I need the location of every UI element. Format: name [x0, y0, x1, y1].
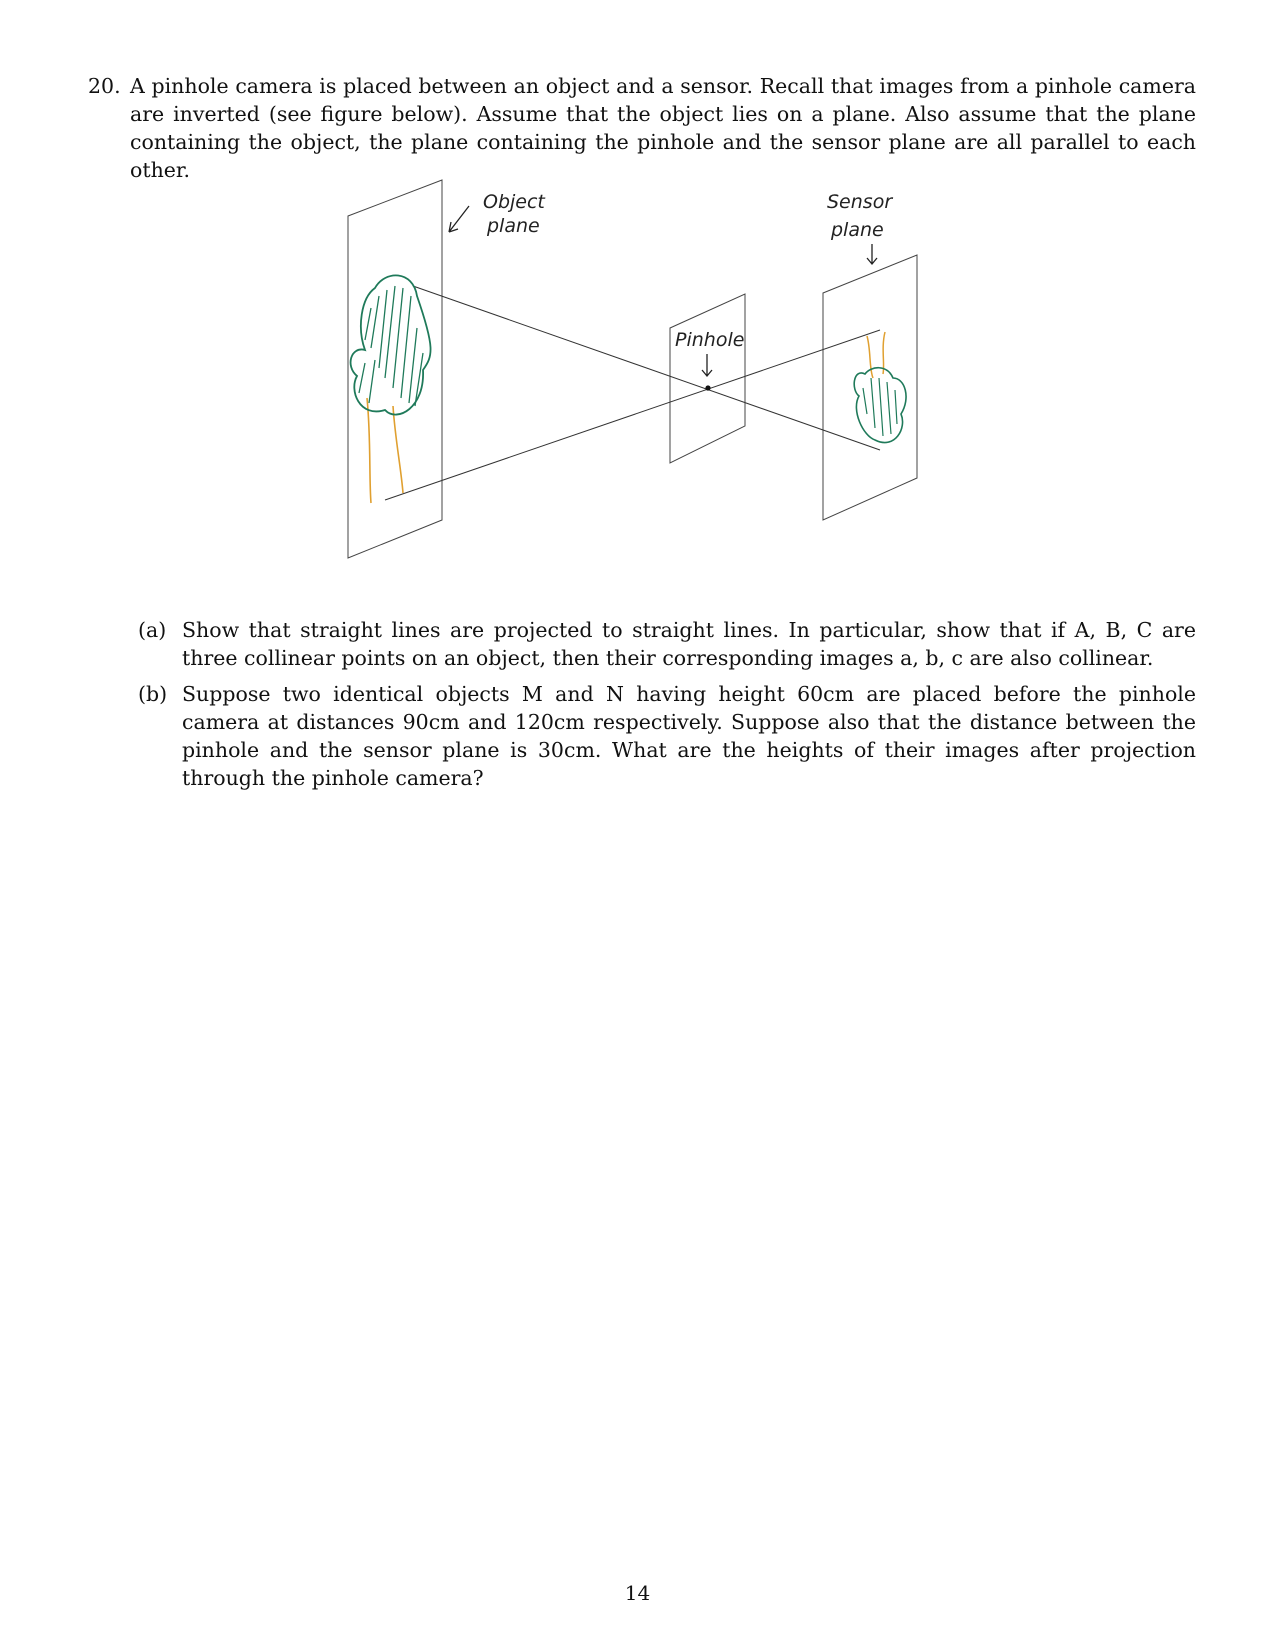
question-20 [88, 72, 1196, 184]
page-number: 14 [624, 1581, 651, 1605]
sensor-label-line2: plane [831, 219, 884, 241]
question-text: A pinhole camera is placed between an object and a sensor. Recall that images from a pinhole camera are inverted (see figure below). Assume that the object lies on a plane. Also assume that the plane containing the object, the plane containing the pinhole and the sensor plane are all parallel to each other. [130, 74, 1196, 182]
image-tree-trunk [867, 332, 885, 378]
object-label-line1: Object [483, 191, 545, 213]
part-a-label: (a) [138, 618, 167, 642]
ray-bottom [385, 330, 880, 500]
pinhole-point [705, 385, 710, 390]
question-parts [138, 616, 1196, 800]
image-tree-hatching [863, 378, 897, 436]
pinhole-camera-figure [345, 178, 945, 568]
part-a-text: Show that straight lines are projected to straight lines. In particular, show that if A, B, C are three collinear points on an object, then their corresponding images a, b, c are also collinear. [182, 618, 1196, 670]
question-number: 20. [88, 74, 121, 98]
object-tree-hatching [359, 286, 423, 406]
pinhole-label: Pinhole [675, 329, 745, 351]
object-tree-foliage [351, 275, 431, 414]
object-label-line2: plane [487, 215, 540, 237]
pinhole-arrow-icon [702, 354, 712, 376]
sensor-arrow-icon [867, 244, 877, 264]
sensor-label-line1: Sensor [827, 191, 893, 213]
object-arrow-icon [449, 206, 469, 232]
sensor-plane [823, 255, 917, 520]
image-tree-foliage [854, 368, 906, 443]
part-b [138, 680, 1196, 792]
ray-top [413, 286, 880, 450]
pinhole-plane [670, 294, 745, 463]
part-b-text: Suppose two identical objects M and N having height 60cm are placed before the pinhole camera at distances 90cm and 120cm respectively. Suppose also that the distance between the pinhole and the sensor plane is 30cm. What are the heights of their images after projection through the pinhole camera? [182, 682, 1196, 790]
part-b-label: (b) [138, 682, 168, 706]
part-a [138, 616, 1196, 672]
